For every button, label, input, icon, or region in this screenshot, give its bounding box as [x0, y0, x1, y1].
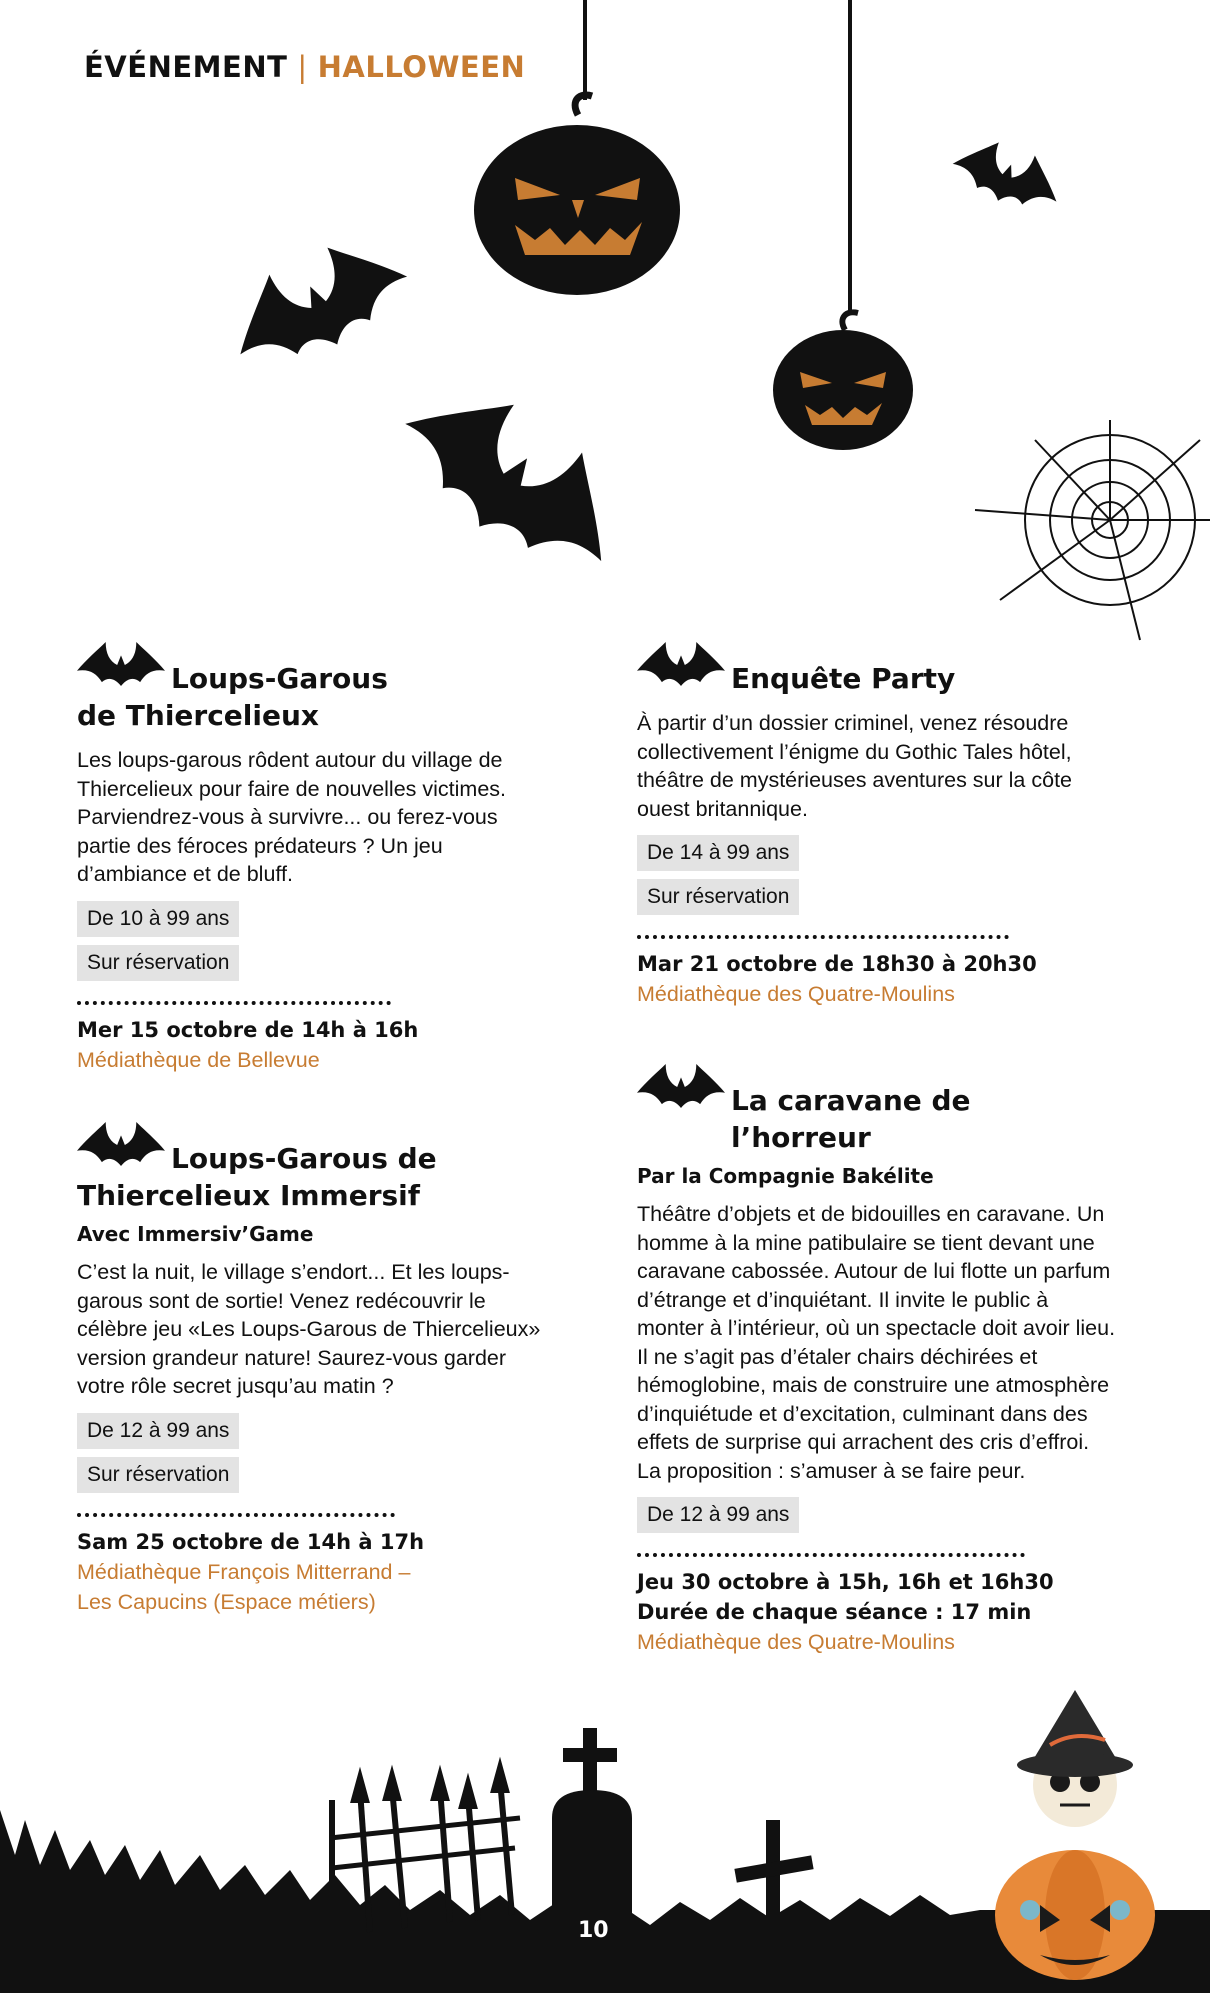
booking-badge: Sur réservation — [637, 879, 799, 915]
spider-web-icon — [975, 420, 1210, 640]
event-title: Loups-Garous de Thiercelieux — [77, 660, 547, 734]
event-location: Médiathèque des Quatre-Moulins — [637, 1630, 955, 1654]
event-card — [637, 1082, 1117, 1657]
dotted-divider — [77, 1001, 391, 1005]
age-badge: De 12 à 99 ans — [77, 1413, 239, 1449]
event-subtitle: Par la Compagnie Bakélite — [637, 1164, 934, 1188]
section-label: ÉVÉNEMENT — [84, 50, 288, 84]
bat-icon — [637, 642, 725, 686]
dotted-divider — [637, 935, 1009, 939]
event-duration: Durée de chaque séance : 17 min — [637, 1600, 1032, 1624]
halloween-decoration — [0, 0, 1210, 660]
event-location: Les Capucins (Espace métiers) — [77, 1589, 376, 1614]
booking-badge: Sur réservation — [77, 945, 239, 981]
bat-icon — [946, 130, 1069, 220]
event-date: Jeu 30 octobre à 15h, 16h et 16h30 — [637, 1570, 1054, 1594]
event-description: C’est la nuit, le village s’endort... Et les loups-garous sont de sortie! Venez redécouvrir le célèbre jeu «Les Loups-Garous de Thiercelieux» version grandeur nature! Saurez-vous garder votre rôle secret jusqu’au matin ? — [77, 1260, 541, 1398]
event-card — [637, 660, 1117, 1009]
event-title: La caravane de l’horreur — [637, 1082, 1117, 1156]
age-badge: De 14 à 99 ans — [637, 835, 799, 871]
theme-label: HALLOWEEN — [317, 50, 526, 84]
age-badge: De 12 à 99 ans — [637, 1497, 799, 1533]
event-date: Mar 21 octobre de 18h30 à 20h30 — [637, 952, 1037, 976]
pumpkin-icon — [474, 95, 680, 295]
bat-icon — [77, 642, 165, 686]
event-subtitle: Avec Immersiv’Game — [77, 1222, 314, 1246]
event-title: Loups-Garous de Thiercelieux Immersif — [77, 1140, 547, 1214]
header-separator: | — [297, 50, 308, 84]
pumpkin-icon — [773, 312, 913, 450]
event-location: Médiathèque de Bellevue — [77, 1047, 320, 1072]
event-date: Sam 25 octobre de 14h à 17h — [77, 1529, 425, 1554]
tombstone-icon — [552, 1728, 632, 1993]
event-location: Médiathèque François Mitterrand – — [77, 1559, 411, 1584]
booking-badge: Sur réservation — [77, 1457, 239, 1493]
event-description: Les loups-garous rôdent autour du village de Thiercelieux pour faire de nouvelles victimes. Parviendrez-vous à survivre... ou ferez-vous partie des féroces prédateurs ? Un jeu d’ambiance et de bluff. — [77, 748, 507, 886]
dotted-divider — [637, 1553, 1025, 1557]
event-title: Enquête Party — [637, 660, 1117, 697]
graveyard-silhouette — [0, 1670, 1210, 1993]
bat-icon — [637, 1064, 725, 1108]
dotted-divider — [77, 1513, 395, 1517]
bat-icon — [381, 360, 646, 595]
event-description: Théâtre d’objets et de bidouilles en caravane. Un homme à la mine patibulaire se tient devant une caravane cabossée. Autour de lui flotte un parfum d’étrange et d’inquiétant. Il invite le public à monter à l’intérieur, où un spectacle doit avoir lieu. Il ne s’agit pas d’étaler chairs déchirées et hémoglobine, mais de construire une atmosphère d’inquiétude et d’excitation, culminant dans des effets de surprise qui arrachent des cris d’effroi. La proposition : s’amuser à se faire peur. — [637, 1202, 1116, 1483]
event-description: À partir d’un dossier criminel, venez résoudre collectivement l’énigme du Gothic Tales hôtel, théâtre de mystérieuses aventures sur la côte ouest britannique. — [637, 711, 1072, 821]
bat-icon — [77, 1122, 165, 1166]
event-location: Médiathèque des Quatre-Moulins — [637, 982, 955, 1006]
event-card — [77, 1140, 547, 1617]
page-number: 10 — [578, 1918, 609, 1943]
skeleton-pumpkin-icon — [995, 1690, 1155, 1980]
event-date: Mer 15 octobre de 14h à 16h — [77, 1017, 419, 1042]
bat-icon — [215, 222, 421, 383]
event-card — [77, 660, 547, 1075]
age-badge: De 10 à 99 ans — [77, 901, 239, 937]
